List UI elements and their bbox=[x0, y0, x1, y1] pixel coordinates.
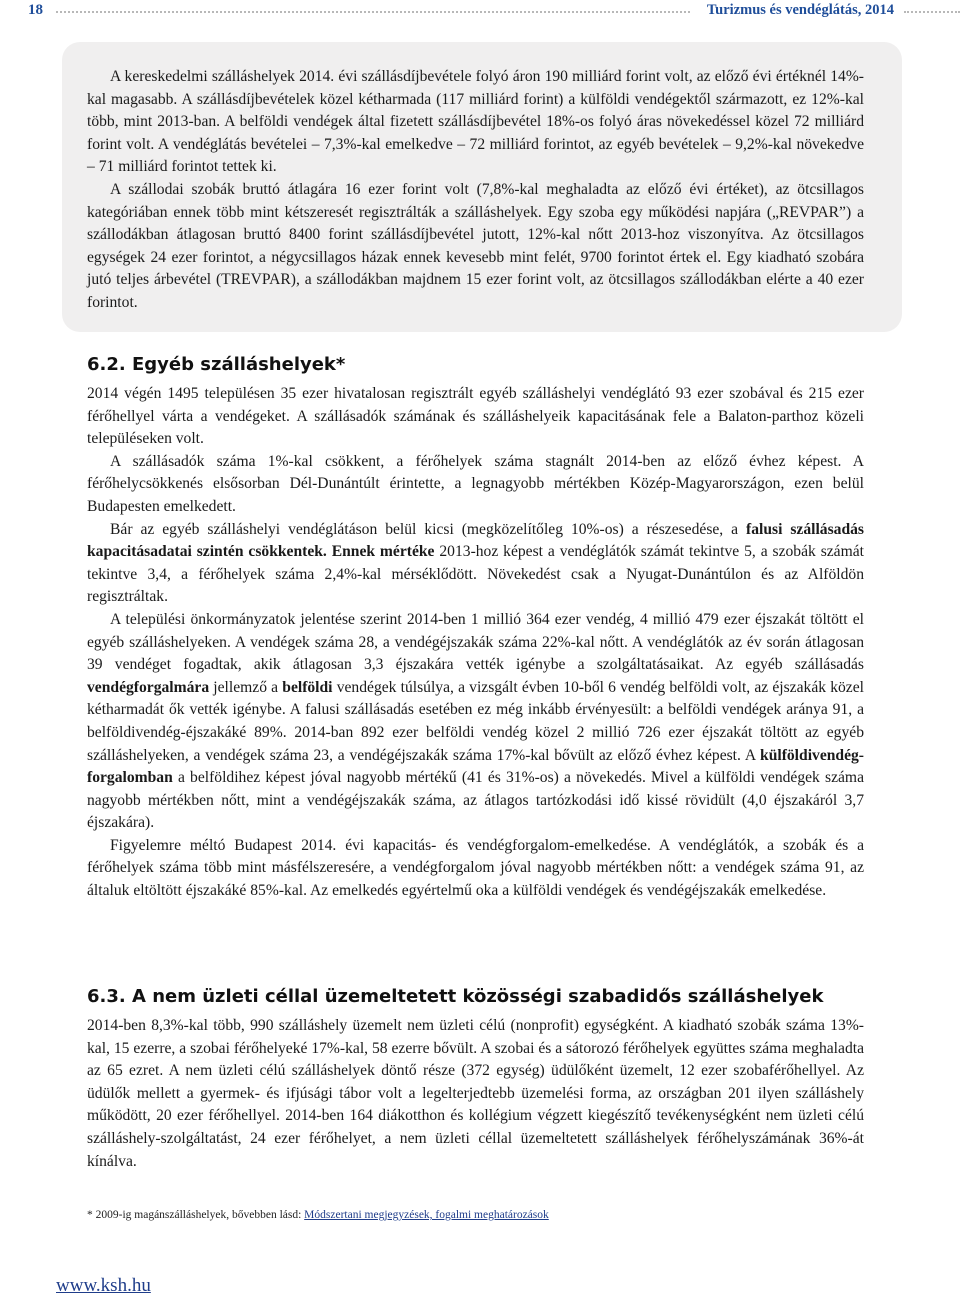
bold-text: külföldivendég-forgalomban bbox=[87, 746, 864, 787]
section-6-3-body bbox=[87, 1015, 864, 1173]
paragraph bbox=[87, 519, 864, 609]
paragraph bbox=[87, 609, 864, 835]
paragraph: A szállásadók száma 1%-kal csökkent, a férőhelyek száma stagnált 2014-ben az előző évhez képest. A férőhelycsökkenés elsősorban Dél-Dunántúlt érintette, a legnagyobb mértékben Közép-Magyarországon, ezen belül Budapesten emelkedett. bbox=[87, 452, 864, 515]
page-header bbox=[0, 0, 960, 24]
paragraph: 2014 végén 1495 településen 35 ezer hivatalosan regisztrált egyéb szálláshelyi vendéglátó 93 ezer szobával és 215 ezer férőhellyel várta a vendégeket. A szállásadók számának és szálláshelyeik kapacitásának fele a Balaton-parthoz közeli településeken volt. bbox=[87, 385, 864, 448]
box-paragraph: A kereskedelmi szálláshelyek 2014. évi szállásdíjbevétele folyó áron 190 milliárd forint volt, az előző évi értéknél 14%-kal magasabb. A szállásdíjbevételek közel kétharmada (117 milliárd forint) a külföldi vendégektől származott, ez 12%-kal több, mint 2013-ban. A belföldi vendégek által fizetett szállásdíjbevétel 18%-os folyó áras növekedéssel közel 72 milliárd forint volt. A vendéglátás bevételei – 7,3%-kal emelkedve – 72 milliárd forintot, az egyéb bevételek – 9,2%-kal növekedve – 71 milliárd forintot tettek ki. bbox=[87, 68, 864, 176]
text-run: vendégek túlsúlya, a vizsgált évben 10-ből 6 vendég belföldi volt, az éjszakák közel kétharmadát ők vették igénybe. A falusi szállásadás esetében ez még inkább érvényesült: a belföldi vendégek aránya 91, a belföldivendég-éjszakáké 89%. 2014-ban 892 ezer belföldi vendég közel 2 millió 726 ezer éjszakát töltött az egyéb szálláshelyeken, a vendégek száma 23, a vendégéjszakák száma 17%-kal bővült az előző évhez képest. A bbox=[87, 678, 864, 764]
paragraph: 2014-ben 8,3%-kal több, 990 szálláshely üzemelt nem üzleti célú (nonprofit) egységként. A kiadható szobák száma 13%-kal, 15 ezerre, a szobai férőhelyeké 17%-kal, 58 ezerre bővült. A szobai és a sátorozó férőhelyek együttes száma meghaladta az 65 ezret. A nem üzleti célú szálláshelyek döntő része (372 egység) üdülőként üzemelt, 12 ezer szobaférőhellyel. Az üdülők mellett a gyermek- és ifjúsági tábor volt a legelterjedtebb üzemelési forma, az országban 201 ilyen szálláshely működött, 20 ezer férőhellyel. 2014-ben 164 diákotthon és kollégium végzett kiegészítő tevékenységként nem üzleti célú szálláshely-szolgáltatást, 24 ezer férőhelyet, a nem üzleti céllal üzemeltetett szálláshelyek férőhelyszámának 36%-át kínálva. bbox=[87, 1017, 864, 1170]
header-dotted-rule-right bbox=[904, 11, 960, 13]
bold-text: belföldi bbox=[282, 678, 333, 696]
text-run: 2013-hoz képest a vendéglátók számát tekintve 5, a szobák számát tekintve 3,4, a férőhelyek száma 2,4%-kal mérséklődött. Növekedést csak a Nyugat-Dunántúlon és az Alföldön regisztráltak. bbox=[87, 543, 864, 606]
section-heading-6-3: 6.3. A nem üzleti céllal üzemeltetett közösségi szabadidős szálláshelyek bbox=[87, 986, 824, 1007]
section-6-2-body bbox=[87, 383, 864, 903]
header-title: Turizmus és vendéglátás, 2014 bbox=[706, 2, 894, 18]
text-run: a belföldihez képest jóval nagyobb mértékű (41 és 31%-os) a növekedés. Mivel a külföldi vendégek száma nagyobb mértékben nőtt, mint a vendégéjszakák száma, az átlagos tartózkodási idő kissé rövidült (4,0 éjszakáról 3,7 éjszakára). bbox=[87, 769, 864, 832]
page-number: 18 bbox=[28, 2, 43, 18]
bold-text: vendégforgalmára bbox=[87, 678, 210, 696]
section-heading-6-2: 6.2. Egyéb szálláshelyek* bbox=[87, 354, 346, 375]
ksh-website-link[interactable]: www.ksh.hu bbox=[56, 1275, 151, 1296]
methodology-link[interactable]: Módszertani megjegyzések, fogalmi meghatározások bbox=[304, 1209, 549, 1221]
header-dotted-rule-left bbox=[56, 11, 690, 13]
bold-text: falusi szállásadás kapacitásadatai szintén csökkentek. Ennek mértéke bbox=[87, 520, 864, 561]
box-paragraph: A szállodai szobák bruttó átlagára 16 ezer forint volt (7,8%-kal meghaladta az előző évi értéket), az ötcsillagos kategóriában ennek több mint kétszeresét regisztrálták a szálláshelyek. Egy szoba egy működési napjára („REVPAR”) a szállodákban átlagosan bruttó 8400 forint szállásdíjbevétel jutott, 12%-kal nőtt 2013-hoz viszonyítva. Az ötcsillagos egységek 24 ezer forintot, a négycsillagos házak ennek kevesebb mint felét, 9700 forintot értek el. Egy kiadható szobára jutó teljes árbevétel (TREVPAR), a szállodákban majdnem 15 ezer forint volt, az ötcsillagos szállodákban elérte a 40 ezer forintot. bbox=[87, 180, 864, 311]
text-run: A települési önkormányzatok jelentése szerint 2014-ben 1 millió 364 ezer vendég, 4 millió 479 ezer éjszakát töltött el egyéb szálláshelyeken. A vendégek száma 28, a vendégéjszakák száma 22%-kal nőtt. A vendéglátók az év során átlagosan 39 vendéget fogadtak, akik átlagosan 3,3 éjszakára vették igénybe a szolgáltatásaikat. Az egyéb szállásadás bbox=[87, 610, 864, 674]
footnote-text: * 2009-ig magánszálláshelyek, bővebben lásd: bbox=[87, 1209, 305, 1221]
footnote bbox=[87, 1209, 549, 1221]
paragraph: Figyelemre méltó Budapest 2014. évi kapacitás- és vendégforgalom-emelkedése. A vendéglátók, a szobák és a férőhelyek száma több mint másfélszeresére, a vendégforgalom jóval nagyobb mértékben nőtt: a vendégek száma 91, az általuk eltöltött éjszakáké 85%-kal. Az emelkedés egyértelmű oka a külföldi vendégek és vendégéjszakák emelkedése. bbox=[87, 836, 864, 900]
text-run: jellemző a bbox=[209, 678, 283, 696]
text-run: Bár az egyéb szálláshelyi vendéglátáson belül kicsi (megközelítőleg 10%-os) a részesedése, a bbox=[110, 520, 747, 538]
highlight-box-text bbox=[87, 66, 864, 315]
